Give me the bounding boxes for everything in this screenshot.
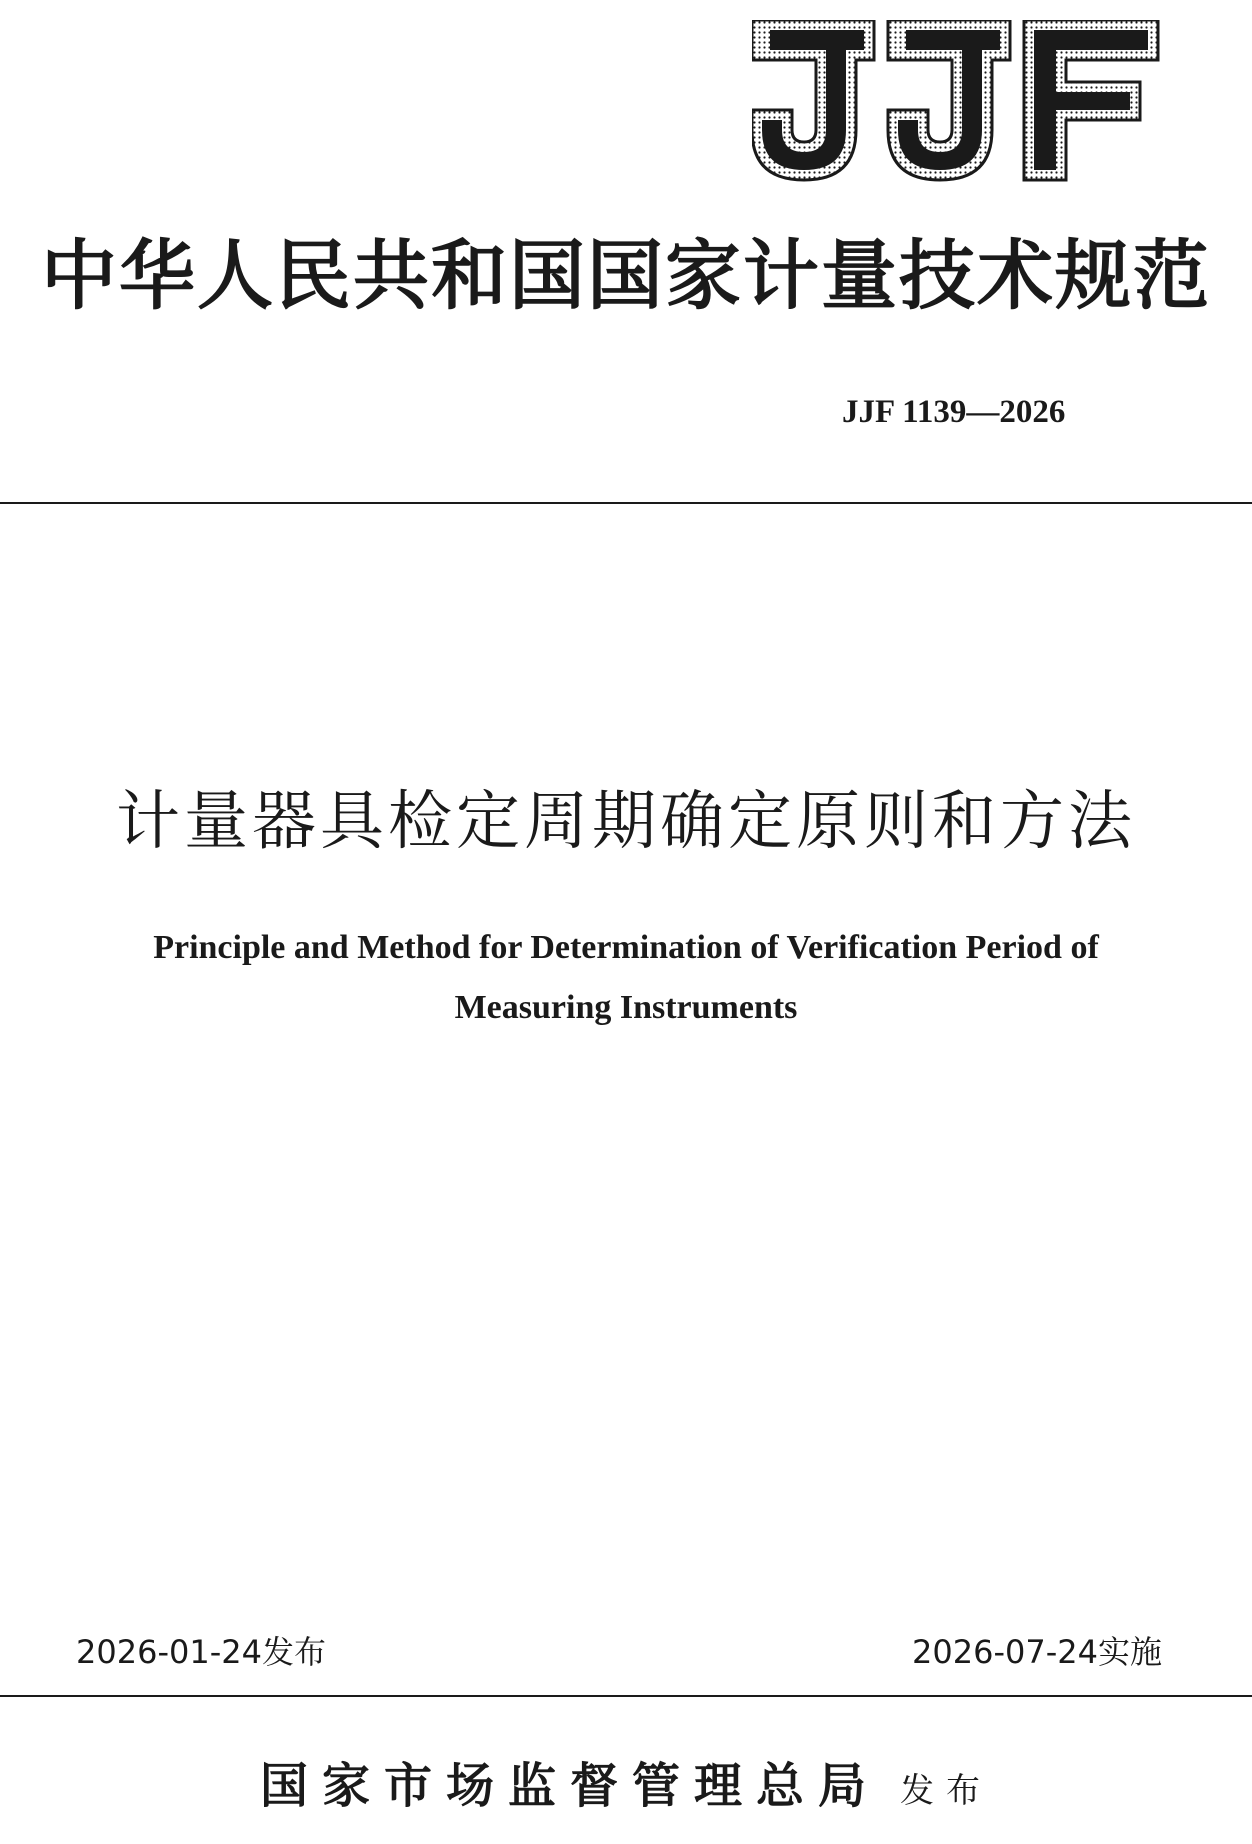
jjf-logo-mark [752,20,1160,182]
document-title-en-line-1: Principle and Method for Determination of Verification Period of [153,929,1099,966]
standard-number: JJF 1139—2026 [842,394,1066,430]
logo-letter-j-2 [888,20,1010,180]
top-divider [0,502,1252,504]
publisher [0,1758,1252,1814]
jjf-logo [752,20,1160,182]
logo-letter-f [1024,20,1158,180]
document-title-en-line-2: Measuring Instruments [454,989,798,1026]
publisher-action: 发布 [900,1771,992,1811]
document-title-cn: 计量器具检定周期确定原则和方法 [116,785,1136,859]
implementation-date: 2026-07-24实施 [912,1633,1162,1671]
issue-date: 2026-01-24发布 [76,1633,326,1671]
bottom-divider [0,1695,1252,1697]
document-title-en [0,918,1252,1038]
national-standard-title: 中华人民共和国国家计量技术规范 [41,231,1211,320]
publisher-org: 国家市场监督管理总局 [259,1758,880,1814]
logo-letter-j-1 [752,20,874,180]
